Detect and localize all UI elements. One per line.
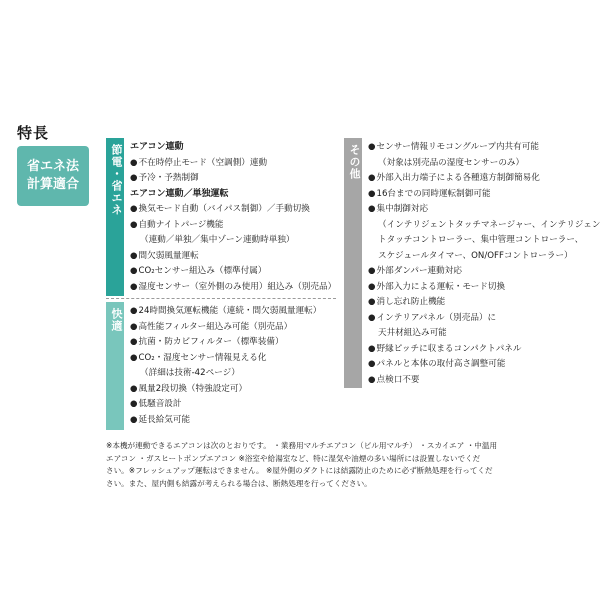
list-item: ●インテリアパネル（別売品）に: [368, 312, 497, 323]
list-item: ●CO₂センサー組込み（標準付属）: [130, 266, 267, 276]
list-item: ●自動ナイトパージ機能: [130, 219, 224, 230]
page-title: 特長: [17, 124, 50, 142]
note-line: エアコン ・ガスヒートポンプエアコン ※浴室や給湯室など、特に湿気や油煙の多い場所には設置しないでくだ: [106, 453, 481, 463]
list-item: ●抗菌・防カビフィルター（標準装備）: [130, 337, 284, 347]
energy-law-badge: [17, 146, 89, 206]
comfort-section-bar: 快適: [106, 302, 124, 430]
other-list: [368, 140, 600, 388]
energy-heading-1: エアコン連動: [130, 142, 184, 152]
list-item: ●低騒音設計: [130, 399, 182, 409]
badge-line-1: 省エネ法: [26, 159, 79, 174]
energy-list: [130, 140, 336, 295]
list-item: ●外部ダンパー連動対応: [368, 266, 462, 276]
list-item: ●外部入出力端子による各種遠方制御簡易化: [368, 173, 540, 183]
list-item: ●湿度センサー（室外側のみ使用）組込み（別売品）: [130, 281, 337, 292]
list-item-sub: （インテリジェントタッチマネージャー、インテリジェン: [378, 219, 600, 230]
other-section-bar: その他: [344, 138, 362, 388]
list-item-sub: 天井材組込み可能: [378, 328, 447, 338]
list-item-sub: （連動／単独／集中ゾーン連動時単独）: [140, 235, 295, 245]
list-item: ●外部入力による運転・モード切換: [368, 281, 506, 292]
list-item: ●CO₂・湿度センサー情報見える化: [130, 352, 267, 363]
badge-line-2: 計算適合: [26, 177, 79, 192]
list-item: ●集中制御対応: [368, 204, 429, 214]
list-item: ●パネルと本体の取付高さ調整可能: [368, 359, 506, 369]
list-item-sub: スケジュールタイマー、ON/OFFコントローラー）: [378, 250, 573, 261]
note-line: ※本機が連動できるエアコンは次のとおりです。 ・業務用マルチエアコン（ビル用マルチ） ・スカイエア ・中温用: [106, 441, 498, 450]
footnotes: [106, 440, 576, 490]
list-item: ●センサー情報リモコングループ内共有可能: [368, 142, 539, 152]
comfort-list: [130, 304, 321, 428]
list-item: ●高性能フィルター組込み可能（別売品）: [130, 321, 293, 332]
list-item: ●延長給気可能: [130, 414, 191, 425]
section-divider: [106, 298, 336, 299]
list-item: ●野縁ピッチに収まるコンパクトパネル: [368, 343, 522, 354]
list-item: ●16台までの同時運転制御可能: [368, 188, 491, 199]
list-item-sub: トタッチコントローラー、集中管理コントローラー、: [378, 235, 584, 245]
note-line: さい。※フレッシュアップ運転はできません。 ※屋外側のダクトには結露防止のために必ず断熱処理を行ってくだ: [106, 466, 493, 475]
list-item-sub: （詳細は技術-42ページ）: [140, 368, 240, 378]
list-item: ●不在時停止モード（空調側）連動: [130, 157, 268, 168]
list-item: ●消し忘れ防止機能: [368, 297, 446, 307]
list-item: ●換気モード自動（バイパス制御）／手動切換: [130, 204, 310, 214]
list-item: ●予冷・予熱制御: [130, 173, 199, 183]
list-item: ●間欠弱風量運転: [130, 250, 199, 261]
list-item-sub: （対象は別売品の湿度センサーのみ）: [378, 157, 525, 168]
list-item: ●24時間換気運転機能（連続・間欠弱風量運転）: [130, 306, 322, 316]
energy-heading-2: エアコン連動／単独運転: [130, 188, 229, 199]
list-item: ●点検口不要: [368, 374, 420, 385]
energy-section-bar: 節電・省エネ: [106, 138, 124, 296]
list-item: ●風量2段切換（特強設定可）: [130, 383, 248, 394]
note-line: さい。また、屋内側も結露が考えられる場合は、断熱処理を行ってください。: [106, 478, 372, 488]
